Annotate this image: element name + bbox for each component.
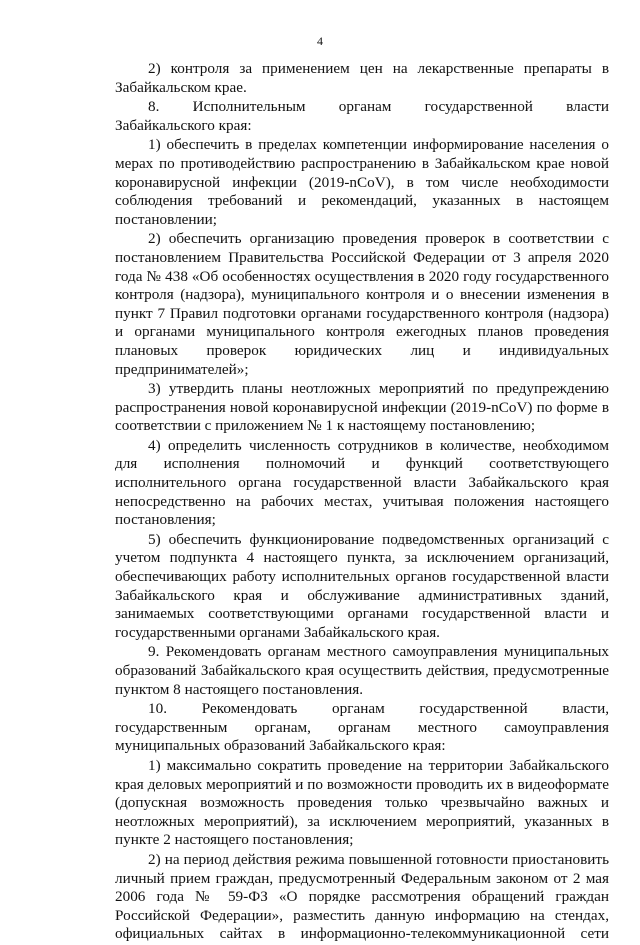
paragraph-10-line-2 — [115, 719, 609, 738]
paragraph-8-word-3: государственной — [424, 98, 533, 116]
paragraph-10-l1-w2: органам — [332, 700, 385, 718]
paragraph-8-word-2: органам — [338, 98, 392, 116]
paragraph-10-2: 2) на период действия режима повышенной готовности приостановить личный прием граждан, предусмотренный Федеральным законом от 2 мая 2006 года № 59-ФЗ «О порядке рассмотрения обращений граждан Российской Федерации», разместить данную информацию на стендах, официальных сайтах в информационно-телекоммуникационной сети — [115, 850, 609, 943]
paragraph-8-3: 3) утвердить планы неотложных мероприятий по предупреждению распространения новой коронавирусной инфекции (2019-nCoV) по форме в соответствии с приложением № 1 к настоящему постановлению; — [115, 380, 609, 435]
paragraph-10-line-1 — [115, 700, 609, 719]
paragraph-7-2: 2) контроля за применением цен на лекарственные препараты в Забайкальском крае. — [115, 60, 609, 96]
paragraph-9: 9. Рекомендовать органам местного самоуправления муниципальных образований Забайкальского края осуществить действия, предусмотренные пунктом 8 настоящего постановления. — [115, 643, 609, 698]
paragraph-10-l2-w1: органам, — [254, 718, 311, 736]
paragraph-10-heading-rest: муниципальных образований Забайкальского края: — [115, 737, 446, 755]
paragraph-10-l1-w4: власти, — [562, 700, 609, 718]
paragraph-8-heading-rest: Забайкальского края: — [115, 116, 252, 134]
paragraph-8-heading — [115, 98, 609, 117]
page-number: 4 — [317, 34, 323, 48]
paragraph-8-number: 8. — [148, 98, 160, 116]
document-body — [115, 60, 609, 945]
paragraph-10-l2-w0: государственным — [115, 718, 228, 736]
paragraph-10-l1-w3: государственной — [419, 700, 528, 718]
paragraph-10-l2-w3: местного — [417, 718, 477, 736]
paragraph-10-l1-w0: 10. — [148, 700, 167, 718]
paragraph-8-first-line — [115, 98, 609, 117]
paragraph-10-l2-w4: самоуправления — [504, 718, 609, 736]
paragraph-10-l2-w2: органам — [337, 718, 391, 736]
paragraph-8-1: 1) обеспечить в пределах компетенции информирование населения о мерах по противодействию распространению в Забайкальском крае новой коронавирусной инфекции (2019-nCoV), в том числе необходимости соблюдения требований и рекомендаций, указанных в настоящем постановлении; — [115, 136, 609, 228]
paragraph-8-5: 5) обеспечить функционирование подведомственных организаций с учетом подпункта 4 настоящего пункта, за исключением организаций, обеспечивающих работу исполнительных органов государственной власти Забайкальского края и обслуживание административных зданий, занимаемых соответствующими органами государственной власти и государственными органами Забайкальского края. — [115, 530, 609, 641]
paragraph-8-word-4: власти — [566, 98, 609, 116]
paragraph-10-1: 1) максимально сократить проведение на территории Забайкальского края деловых мероприятий и по возможности проводить их в видеоформате (допускная возможность проведения только чрезвычайно важных и неотложных мероприятий), за исключением мероприятий, указанных в пункте 2 настоящего постановления; — [115, 756, 609, 849]
paragraph-8-2: 2) обеспечить организацию проведения проверок в соответствии с постановлением Правительства Российской Федерации от 3 апреля 2020 года № 438 «Об особенностях осуществления в 2020 году государственного контроля (надзора), муниципального контроля и о внесении изменения в пункт 7 Правил подготовки органами государственного контроля (надзора) и органами муниципального контроля ежегодных планов проведения плановых проверок юридических лиц и индивидуальных предпринимателей»; — [115, 230, 609, 378]
paragraph-8-word-1: Исполнительным — [192, 98, 306, 116]
paragraph-8-4: 4) определить численность сотрудников в количестве, необходимом для исполнения полномочий и функций соответствующего исполнительного органа государственной власти Забайкальского края непосредственно на рабочих местах, учитывая положения настоящего постановления; — [115, 436, 609, 529]
paragraph-10-l1-w1: Рекомендовать — [201, 700, 298, 718]
